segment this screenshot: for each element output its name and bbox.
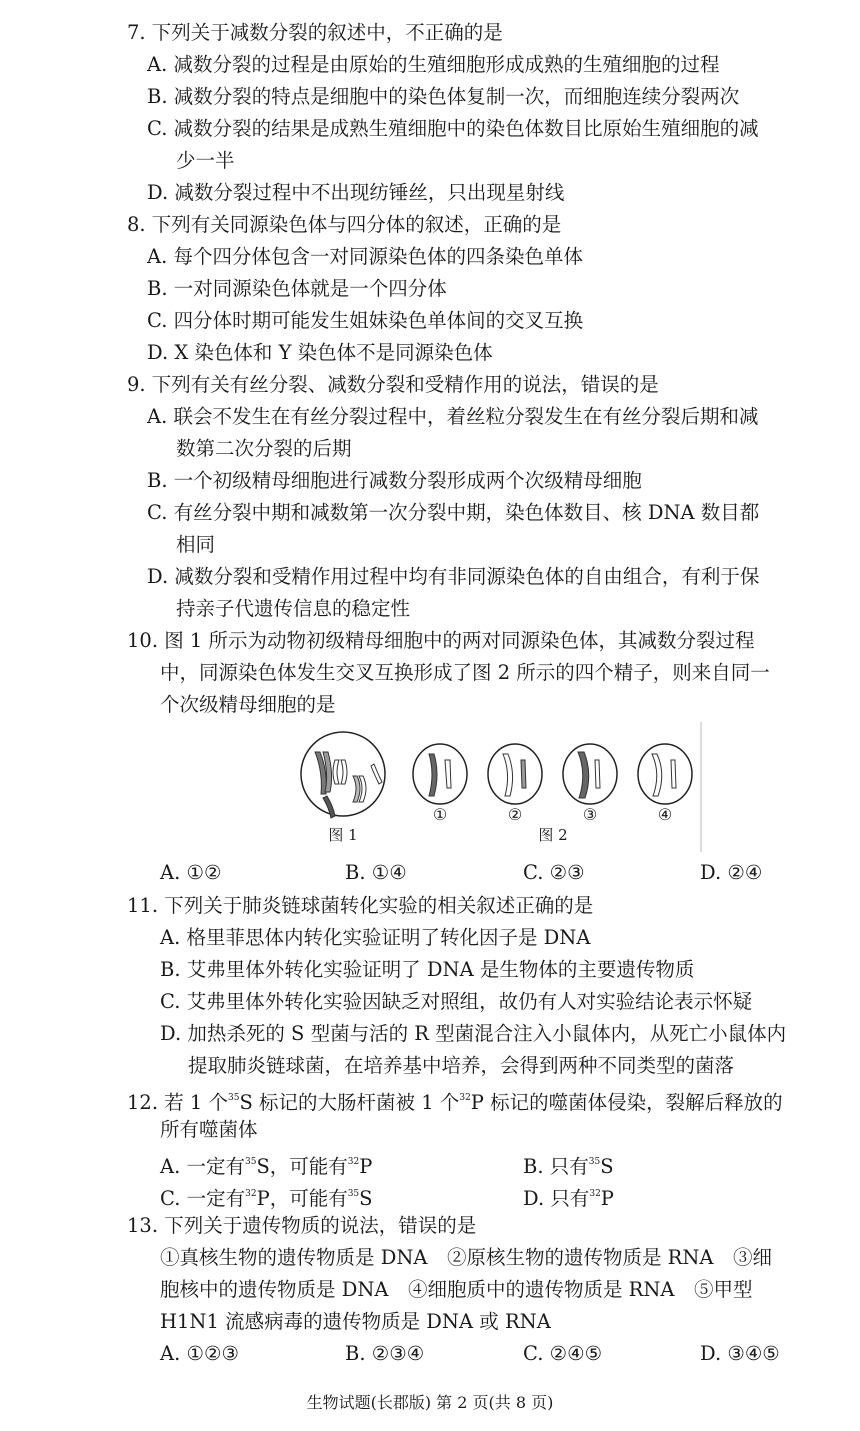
q12-d-sup-32: 32 (589, 1189, 601, 1199)
q12-b-text-2: S (600, 1155, 614, 1178)
q13-statements-line1: ①真核生物的遗传物质是 DNA ②原核生物的遗传物质是 RNA ③细 (160, 1246, 773, 1269)
q8-option-b: B. 一对同源染色体就是一个四分体 (147, 277, 447, 300)
q10-stem-cont: 中，同源染色体发生交叉互换形成了图 2 所示的四个精子，则来自同一 (160, 661, 770, 684)
sperm-cell-4 (638, 744, 692, 804)
q12-a-sup-35: 35 (244, 1157, 257, 1167)
figure-2-label: 图 2 (538, 826, 568, 844)
q11-option-b: B. 艾弗里体外转化实验证明了 DNA 是生物体的主要遗传物质 (160, 958, 695, 981)
q12-b-text-1: B. 只有 (523, 1155, 589, 1178)
cell-label-1: ① (432, 805, 448, 824)
q12-option-c (160, 1179, 373, 1214)
cell-label-4: ④ (657, 805, 673, 824)
q8-option-a: A. 每个四分体包含一对同源染色体的四条染色单体 (147, 245, 583, 268)
q9-option-d-cont: 持亲子代遗传信息的稳定性 (176, 597, 411, 620)
q8-stem: 8. 下列有关同源染色体与四分体的叙述，正确的是 (127, 213, 562, 236)
q12-c-text-1: C. 一定有 (160, 1187, 246, 1210)
superscript-35: 35 (228, 1093, 240, 1103)
q11-option-d-cont: 提取肺炎链球菌，在培养基中培养，会得到两种不同类型的菌落 (188, 1054, 735, 1077)
q12-d-text-1: D. 只有 (523, 1187, 590, 1210)
q10-option-a: A. ①② (160, 861, 222, 884)
q9-option-a: A. 联会不发生在有丝分裂过程中，着丝粒分裂发生在有丝分裂后期和减 (147, 405, 759, 428)
q7-option-d: D. 减数分裂过程中不出现纺锤丝，只出现星射线 (147, 181, 565, 204)
superscript-32: 32 (459, 1093, 471, 1103)
cell-label-3: ③ (582, 805, 598, 824)
sperm-cell-2 (488, 744, 542, 804)
q13-option-d: D. ③④⑤ (700, 1342, 780, 1365)
q7-option-c: C. 减数分裂的结果是成熟生殖细胞中的染色体数目比原始生殖细胞的减 (147, 117, 759, 140)
q13-option-c: C. ②④⑤ (523, 1342, 603, 1365)
q11-option-c: C. 艾弗里体外转化实验因缺乏对照组，故仍有人对实验结论表示怀疑 (160, 990, 753, 1013)
q12-b-sup-35: 35 (588, 1157, 601, 1167)
q8-option-d: D. X 染色体和 Y 染色体不是同源染色体 (147, 341, 493, 364)
q13-statements-line2: 胞核中的遗传物质是 DNA ④细胞质中的遗传物质是 RNA ⑤甲型 (160, 1278, 753, 1301)
q12-stem (127, 1083, 783, 1118)
figure-1-primary-spermatocyte (301, 732, 385, 818)
q12-a-text-3: P (359, 1155, 373, 1178)
q10-stem-cont2: 个次级精母细胞的是 (160, 693, 336, 716)
q11-option-a: A. 格里菲思体内转化实验证明了转化因子是 DNA (160, 926, 591, 949)
q12-stem-part3: P 标记的噬菌体侵染，裂解后释放的 (470, 1091, 783, 1114)
sperm-cell-1 (413, 744, 467, 804)
q9-option-d: D. 减数分裂和受精作用过程中均有非同源染色体的自由组合，有利于保 (147, 565, 760, 588)
q11-stem: 11. 下列关于肺炎链球菌转化实验的相关叙述正确的是 (127, 894, 594, 917)
q10-option-c: C. ②③ (523, 861, 585, 884)
q13-option-a: A. ①②③ (160, 1342, 239, 1365)
figure-1-label: 图 1 (328, 826, 358, 844)
q12-c-text-2: P，可能有 (256, 1187, 348, 1210)
q12-a-text-1: A. 一定有 (160, 1155, 245, 1178)
q12-option-a (160, 1147, 372, 1182)
q12-a-text-2: S，可能有 (256, 1155, 348, 1178)
q12-c-text-3: S (359, 1187, 373, 1210)
q7-option-b: B. 减数分裂的特点是细胞中的染色体复制一次，而细胞连续分裂两次 (147, 85, 740, 108)
q7-option-c-cont: 少一半 (176, 149, 235, 172)
q13-option-b: B. ②③④ (345, 1342, 425, 1365)
q9-option-c-cont: 相同 (176, 533, 216, 556)
q10-option-b: B. ①④ (345, 861, 407, 884)
q9-option-a-cont: 数第二次分裂的后期 (176, 437, 352, 460)
q12-stem-part1: 12. 若 1 个 (127, 1091, 229, 1114)
q12-d-text-2: P (600, 1187, 614, 1210)
q12-c-sup-32: 32 (245, 1189, 257, 1199)
q12-a-sup-32: 32 (347, 1157, 360, 1167)
q13-stem: 13. 下列关于遗传物质的说法，错误的是 (127, 1214, 477, 1237)
chromosome-figure (295, 722, 702, 852)
q7-stem: 7. 下列关于减数分裂的叙述中，不正确的是 (127, 21, 503, 44)
q8-option-c: C. 四分体时期可能发生姐妹染色单体间的交叉互换 (147, 309, 584, 332)
q11-option-d: D. 加热杀死的 S 型菌与活的 R 型菌混合注入小鼠体内，从死亡小鼠体内 (160, 1022, 787, 1045)
q10-option-d: D. ②④ (700, 861, 763, 884)
figure-2-sperm-cells (413, 744, 692, 804)
sperm-cell-3 (563, 744, 617, 804)
q9-option-b: B. 一个初级精母细胞进行减数分裂形成两个次级精母细胞 (147, 469, 642, 492)
cell-label-2: ② (507, 805, 523, 824)
q12-option-d (523, 1179, 614, 1214)
q7-option-a: A. 减数分裂的过程是由原始的生殖细胞形成成熟的生殖细胞的过程 (147, 53, 720, 76)
q10-stem: 10. 图 1 所示为动物初级精母细胞中的两对同源染色体，其减数分裂过程 (127, 629, 755, 652)
page-footer: 生物试题(长郡版) 第 2 页(共 8 页) (306, 1393, 554, 1412)
q9-stem: 9. 下列有关有丝分裂、减数分裂和受精作用的说法，错误的是 (127, 373, 659, 396)
q12-option-b (523, 1147, 614, 1182)
q13-statements-line3: H1N1 流感病毒的遗传物质是 DNA 或 RNA (160, 1310, 551, 1333)
q12-c-sup-35: 35 (347, 1189, 360, 1199)
q9-option-c: C. 有丝分裂中期和减数第一次分裂中期，染色体数目、核 DNA 数目都 (147, 501, 760, 524)
q12-stem-cont: 所有噬菌体 (160, 1118, 258, 1141)
q12-stem-part2: S 标记的大肠杆菌被 1 个 (239, 1091, 460, 1114)
